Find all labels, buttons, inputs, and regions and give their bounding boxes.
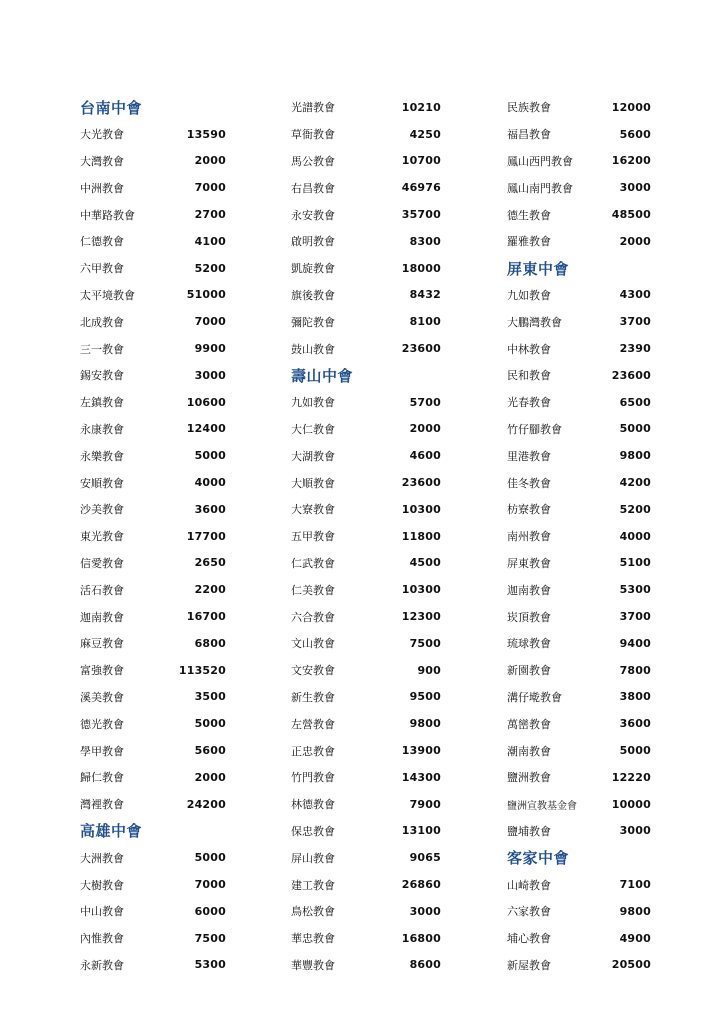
church-row — [507, 871, 651, 898]
church-name: 琉球教會 — [507, 637, 551, 651]
donation-amount: 4000 — [194, 476, 226, 490]
donation-amount: 9400 — [619, 636, 651, 650]
church-name: 左營教會 — [291, 717, 335, 731]
donation-amount: 5700 — [409, 395, 441, 409]
church-name: 太平境教會 — [80, 288, 135, 302]
donation-amount: 11800 — [401, 529, 441, 543]
church-row — [291, 630, 441, 657]
church-name: 信愛教會 — [80, 556, 124, 570]
church-name: 大湖教會 — [291, 449, 335, 463]
church-row — [507, 791, 651, 818]
donation-amount: 8100 — [409, 315, 441, 329]
church-row — [291, 174, 441, 201]
donation-amount: 5200 — [619, 502, 651, 516]
church-row — [291, 282, 441, 309]
donation-amount: 10300 — [401, 502, 441, 516]
church-name: 彌陀教會 — [291, 315, 335, 329]
donation-amount: 7000 — [194, 181, 226, 195]
donation-amount: 5000 — [619, 744, 651, 758]
church-name: 仁武教會 — [291, 556, 335, 570]
church-name: 建工教會 — [291, 878, 335, 892]
donation-amount: 5200 — [194, 261, 226, 275]
donation-amount: 51000 — [186, 288, 226, 302]
church-name: 保忠教會 — [291, 824, 335, 838]
presbytery-header — [507, 255, 651, 282]
church-row — [291, 523, 441, 550]
church-name: 萬巒教會 — [507, 717, 551, 731]
church-name: 大洲教會 — [80, 851, 124, 865]
church-row — [80, 496, 226, 523]
church-row — [507, 335, 651, 362]
presbytery-header — [80, 94, 226, 121]
church-name: 內惟教會 — [80, 932, 124, 946]
church-name: 永康教會 — [80, 422, 124, 436]
church-name: 山崎教會 — [507, 878, 551, 892]
church-name: 仁美教會 — [291, 583, 335, 597]
donation-amount: 3600 — [194, 502, 226, 516]
church-name: 學甲教會 — [80, 744, 124, 758]
church-name: 三一教會 — [80, 342, 124, 356]
church-row — [291, 442, 441, 469]
church-row — [80, 308, 226, 335]
church-name: 新園教會 — [507, 664, 551, 678]
donation-amount: 4100 — [194, 234, 226, 248]
church-row — [291, 925, 441, 952]
church-name: 鼓山教會 — [291, 342, 335, 356]
church-name: 福昌教會 — [507, 128, 551, 142]
church-row — [507, 469, 651, 496]
church-name: 九如教會 — [507, 288, 551, 302]
church-row — [507, 684, 651, 711]
donation-amount: 3500 — [194, 690, 226, 704]
church-row — [291, 416, 441, 443]
church-row — [507, 362, 651, 389]
donation-amount: 12300 — [401, 610, 441, 624]
church-name: 永樂教會 — [80, 449, 124, 463]
donation-amount: 14300 — [401, 770, 441, 784]
church-row — [291, 255, 441, 282]
church-row — [291, 550, 441, 577]
church-name: 鹽洲教會 — [507, 771, 551, 785]
church-row — [291, 844, 441, 871]
donation-amount: 3600 — [619, 717, 651, 731]
donation-amount: 2650 — [194, 556, 226, 570]
church-row — [507, 389, 651, 416]
donation-amount: 2000 — [194, 770, 226, 784]
donation-amount: 7100 — [619, 878, 651, 891]
church-name: 竹門教會 — [291, 771, 335, 785]
donation-amount: 5100 — [619, 556, 651, 570]
church-row — [507, 818, 651, 845]
donation-amount: 4600 — [409, 449, 441, 463]
church-name: 北成教會 — [80, 315, 124, 329]
donation-amount: 46976 — [401, 181, 441, 195]
donation-amount: 23600 — [611, 368, 651, 382]
church-row — [80, 469, 226, 496]
church-row — [507, 416, 651, 443]
church-row — [291, 148, 441, 175]
donation-amount: 20500 — [611, 958, 651, 972]
church-name: 枋寮教會 — [507, 503, 551, 517]
church-row — [507, 228, 651, 255]
church-row — [291, 308, 441, 335]
donation-amount: 12220 — [611, 770, 651, 784]
church-name: 永新教會 — [80, 958, 124, 972]
church-name: 溪美教會 — [80, 690, 124, 704]
church-name: 麻豆教會 — [80, 637, 124, 651]
church-row — [80, 228, 226, 255]
church-row — [507, 737, 651, 764]
donation-amount: 9800 — [619, 449, 651, 463]
church-row — [291, 657, 441, 684]
donation-amount: 8600 — [409, 958, 441, 972]
church-name: 凱旋教會 — [291, 262, 335, 276]
church-name: 中林教會 — [507, 342, 551, 356]
donation-amount: 9500 — [409, 690, 441, 704]
church-row — [507, 442, 651, 469]
church-name: 林德教會 — [291, 798, 335, 812]
donation-amount: 8300 — [409, 234, 441, 248]
church-row — [291, 335, 441, 362]
church-name: 鳳山西門教會 — [507, 154, 573, 168]
donation-amount: 4500 — [409, 556, 441, 570]
church-name: 光譜教會 — [291, 101, 335, 115]
church-row — [507, 952, 651, 979]
church-name: 安順教會 — [80, 476, 124, 490]
donation-amount: 17700 — [186, 529, 226, 543]
church-row — [80, 389, 226, 416]
church-name: 大樹教會 — [80, 878, 124, 892]
donation-amount: 9800 — [619, 904, 651, 918]
church-row — [507, 603, 651, 630]
church-row — [80, 844, 226, 871]
church-name: 華忠教會 — [291, 932, 335, 946]
church-name: 鹽埔教會 — [507, 824, 551, 838]
church-name: 正忠教會 — [291, 744, 335, 758]
donation-amount: 5600 — [194, 744, 226, 758]
church-row — [507, 657, 651, 684]
donation-amount: 4200 — [619, 476, 651, 490]
church-name: 歸仁教會 — [80, 771, 124, 785]
church-row — [80, 657, 226, 684]
donation-amount: 4000 — [619, 529, 651, 543]
church-row — [80, 925, 226, 952]
church-row — [291, 684, 441, 711]
church-row — [507, 764, 651, 791]
donation-amount: 16200 — [611, 154, 651, 168]
church-row — [291, 791, 441, 818]
donation-amount: 10210 — [401, 100, 441, 114]
church-name: 東光教會 — [80, 530, 124, 544]
donation-amount: 12400 — [186, 422, 226, 436]
church-name: 佳冬教會 — [507, 476, 551, 490]
donation-amount: 9900 — [194, 342, 226, 356]
church-row — [291, 121, 441, 148]
church-name: 活石教會 — [80, 583, 124, 597]
church-name: 鳥松教會 — [291, 905, 335, 919]
church-row — [80, 764, 226, 791]
donation-amount: 6800 — [194, 636, 226, 650]
church-row — [291, 496, 441, 523]
donation-amount: 7500 — [194, 931, 226, 945]
donation-amount: 5600 — [619, 127, 651, 141]
church-row — [80, 255, 226, 282]
donation-amount: 6000 — [194, 904, 226, 918]
church-row — [80, 282, 226, 309]
column-3 — [507, 94, 651, 978]
church-name: 光春教會 — [507, 396, 551, 410]
donation-amount: 2000 — [409, 422, 441, 436]
church-row — [80, 362, 226, 389]
church-row — [507, 630, 651, 657]
church-name: 永安教會 — [291, 208, 335, 222]
church-row — [507, 710, 651, 737]
church-name: 灣裡教會 — [80, 798, 124, 812]
church-row — [291, 576, 441, 603]
donation-amount: 9065 — [409, 851, 441, 865]
church-name: 大灣教會 — [80, 154, 124, 168]
donation-amount: 13590 — [186, 127, 226, 141]
church-row — [507, 282, 651, 309]
donation-amount: 2000 — [194, 154, 226, 168]
donation-amount: 23600 — [401, 342, 441, 356]
church-row — [291, 389, 441, 416]
church-name: 五甲教會 — [291, 530, 335, 544]
church-row — [291, 898, 441, 925]
donation-amount: 113520 — [178, 663, 226, 677]
church-name: 大順教會 — [291, 476, 335, 490]
church-name: 迦南教會 — [507, 583, 551, 597]
church-name: 華豐教會 — [291, 958, 335, 972]
donation-amount: 18000 — [401, 261, 441, 275]
church-name: 中華路教會 — [80, 208, 135, 222]
donation-amount: 3000 — [409, 904, 441, 918]
church-row — [80, 684, 226, 711]
church-name: 屏東教會 — [507, 556, 551, 570]
church-name: 埔心教會 — [507, 932, 551, 946]
church-name: 中山教會 — [80, 905, 124, 919]
church-row — [507, 174, 651, 201]
church-row — [507, 496, 651, 523]
presbytery-header — [80, 818, 226, 845]
donation-amount: 35700 — [401, 208, 441, 222]
column-1 — [80, 94, 226, 978]
church-row — [507, 576, 651, 603]
donation-amount: 12000 — [611, 100, 651, 114]
church-name: 九如教會 — [291, 396, 335, 410]
church-name: 鳳山南門教會 — [507, 181, 573, 195]
church-name: 中洲教會 — [80, 181, 124, 195]
church-name: 文安教會 — [291, 664, 335, 678]
church-name: 鹽洲宣教基金會 — [507, 800, 577, 812]
church-row — [291, 710, 441, 737]
church-name: 富強教會 — [80, 664, 124, 678]
church-name: 德光教會 — [80, 717, 124, 731]
presbytery-header — [507, 844, 651, 871]
donation-amount: 2000 — [619, 234, 651, 248]
donation-amount: 16700 — [186, 610, 226, 624]
donation-amount: 7500 — [409, 636, 441, 650]
presbytery-title: 壽山中會 — [291, 366, 354, 385]
donation-amount: 10600 — [186, 395, 226, 409]
church-name: 竹仔腳教會 — [507, 422, 562, 436]
church-row — [80, 791, 226, 818]
church-row — [80, 576, 226, 603]
church-name: 大光教會 — [80, 128, 124, 142]
donation-amount: 3000 — [194, 368, 226, 382]
church-name: 溝仔墘教會 — [507, 690, 562, 704]
donation-amount: 13900 — [401, 744, 441, 758]
church-row — [291, 201, 441, 228]
donation-amount: 2390 — [619, 342, 651, 356]
church-name: 迦南教會 — [80, 610, 124, 624]
donation-amount: 10000 — [611, 797, 651, 811]
church-row — [80, 335, 226, 362]
church-name: 大鵬灣教會 — [507, 315, 562, 329]
donation-amount: 5000 — [194, 717, 226, 731]
donation-amount: 26860 — [401, 878, 441, 891]
donation-amount: 13100 — [401, 824, 441, 838]
church-name: 里港教會 — [507, 449, 551, 463]
donation-amount: 4900 — [619, 931, 651, 945]
church-row — [507, 925, 651, 952]
church-row — [80, 416, 226, 443]
church-row — [507, 94, 651, 121]
donation-amount: 5000 — [619, 422, 651, 436]
church-row — [291, 737, 441, 764]
column-2 — [291, 94, 441, 978]
donation-amount: 6500 — [619, 395, 651, 409]
church-name: 錫安教會 — [80, 369, 124, 383]
church-name: 右昌教會 — [291, 181, 335, 195]
church-row — [291, 764, 441, 791]
donation-amount: 7800 — [619, 663, 651, 677]
donation-amount: 2700 — [194, 208, 226, 222]
church-row — [80, 630, 226, 657]
donation-amount: 24200 — [186, 797, 226, 811]
donation-amount: 9800 — [409, 717, 441, 731]
church-row — [80, 201, 226, 228]
presbytery-title: 台南中會 — [80, 98, 143, 117]
church-name: 民和教會 — [507, 369, 551, 383]
church-row — [291, 952, 441, 979]
church-row — [507, 550, 651, 577]
church-name: 啟明教會 — [291, 235, 335, 249]
church-row — [80, 952, 226, 979]
presbytery-title: 屏東中會 — [507, 259, 570, 278]
presbytery-title: 高雄中會 — [80, 822, 143, 841]
donation-amount: 8432 — [409, 288, 441, 302]
church-row — [80, 148, 226, 175]
church-name: 六家教會 — [507, 905, 551, 919]
church-row — [291, 94, 441, 121]
donation-amount: 900 — [417, 663, 441, 677]
donation-amount: 3000 — [619, 181, 651, 195]
church-row — [291, 469, 441, 496]
church-name: 六甲教會 — [80, 262, 124, 276]
church-row — [80, 174, 226, 201]
donation-amount: 10300 — [401, 583, 441, 597]
church-row — [80, 710, 226, 737]
church-name: 六合教會 — [291, 610, 335, 624]
church-row — [507, 201, 651, 228]
church-name: 文山教會 — [291, 637, 335, 651]
donation-amount: 3700 — [619, 315, 651, 329]
church-name: 大寮教會 — [291, 503, 335, 517]
church-row — [80, 523, 226, 550]
donation-amount: 2200 — [194, 583, 226, 597]
donation-amount: 10700 — [401, 154, 441, 168]
church-name: 大仁教會 — [291, 422, 335, 436]
donation-amount: 4250 — [409, 127, 441, 141]
church-row — [80, 898, 226, 925]
donation-amount: 5300 — [194, 958, 226, 972]
donation-amount: 4300 — [619, 288, 651, 302]
church-row — [507, 308, 651, 335]
church-row — [80, 121, 226, 148]
donation-amount: 7000 — [194, 315, 226, 329]
church-row — [291, 818, 441, 845]
donation-amount: 7900 — [409, 797, 441, 811]
church-name: 草衙教會 — [291, 128, 335, 142]
church-name: 潮南教會 — [507, 744, 551, 758]
church-row — [507, 121, 651, 148]
presbytery-title: 客家中會 — [507, 849, 570, 868]
church-row — [80, 550, 226, 577]
church-name: 新生教會 — [291, 690, 335, 704]
church-row — [80, 442, 226, 469]
church-name: 左鎮教會 — [80, 396, 124, 410]
donation-amount: 16800 — [401, 931, 441, 945]
church-row — [291, 871, 441, 898]
donation-amount: 3800 — [619, 690, 651, 704]
church-row — [291, 228, 441, 255]
donation-amount: 5300 — [619, 583, 651, 597]
church-name: 南州教會 — [507, 530, 551, 544]
church-row — [80, 603, 226, 630]
church-row — [507, 523, 651, 550]
church-row — [80, 871, 226, 898]
presbytery-header — [291, 362, 441, 389]
church-name: 沙美教會 — [80, 503, 124, 517]
church-name: 民族教會 — [507, 101, 551, 115]
church-name: 新屋教會 — [507, 958, 551, 972]
donation-amount: 48500 — [611, 208, 651, 222]
donation-amount: 3000 — [619, 824, 651, 838]
church-name: 馬公教會 — [291, 154, 335, 168]
church-name: 屏山教會 — [291, 851, 335, 865]
church-row — [291, 603, 441, 630]
church-row — [507, 148, 651, 175]
church-name: 羅雅教會 — [507, 235, 551, 249]
church-name: 旗後教會 — [291, 288, 335, 302]
donation-amount: 5000 — [194, 851, 226, 865]
church-row — [507, 898, 651, 925]
donation-amount: 3700 — [619, 610, 651, 624]
donation-amount: 7000 — [194, 878, 226, 891]
church-name: 崁頂教會 — [507, 610, 551, 624]
donation-amount: 23600 — [401, 476, 441, 490]
donation-amount: 5000 — [194, 449, 226, 463]
church-row — [80, 737, 226, 764]
church-name: 仁德教會 — [80, 235, 124, 249]
church-name: 德生教會 — [507, 208, 551, 222]
